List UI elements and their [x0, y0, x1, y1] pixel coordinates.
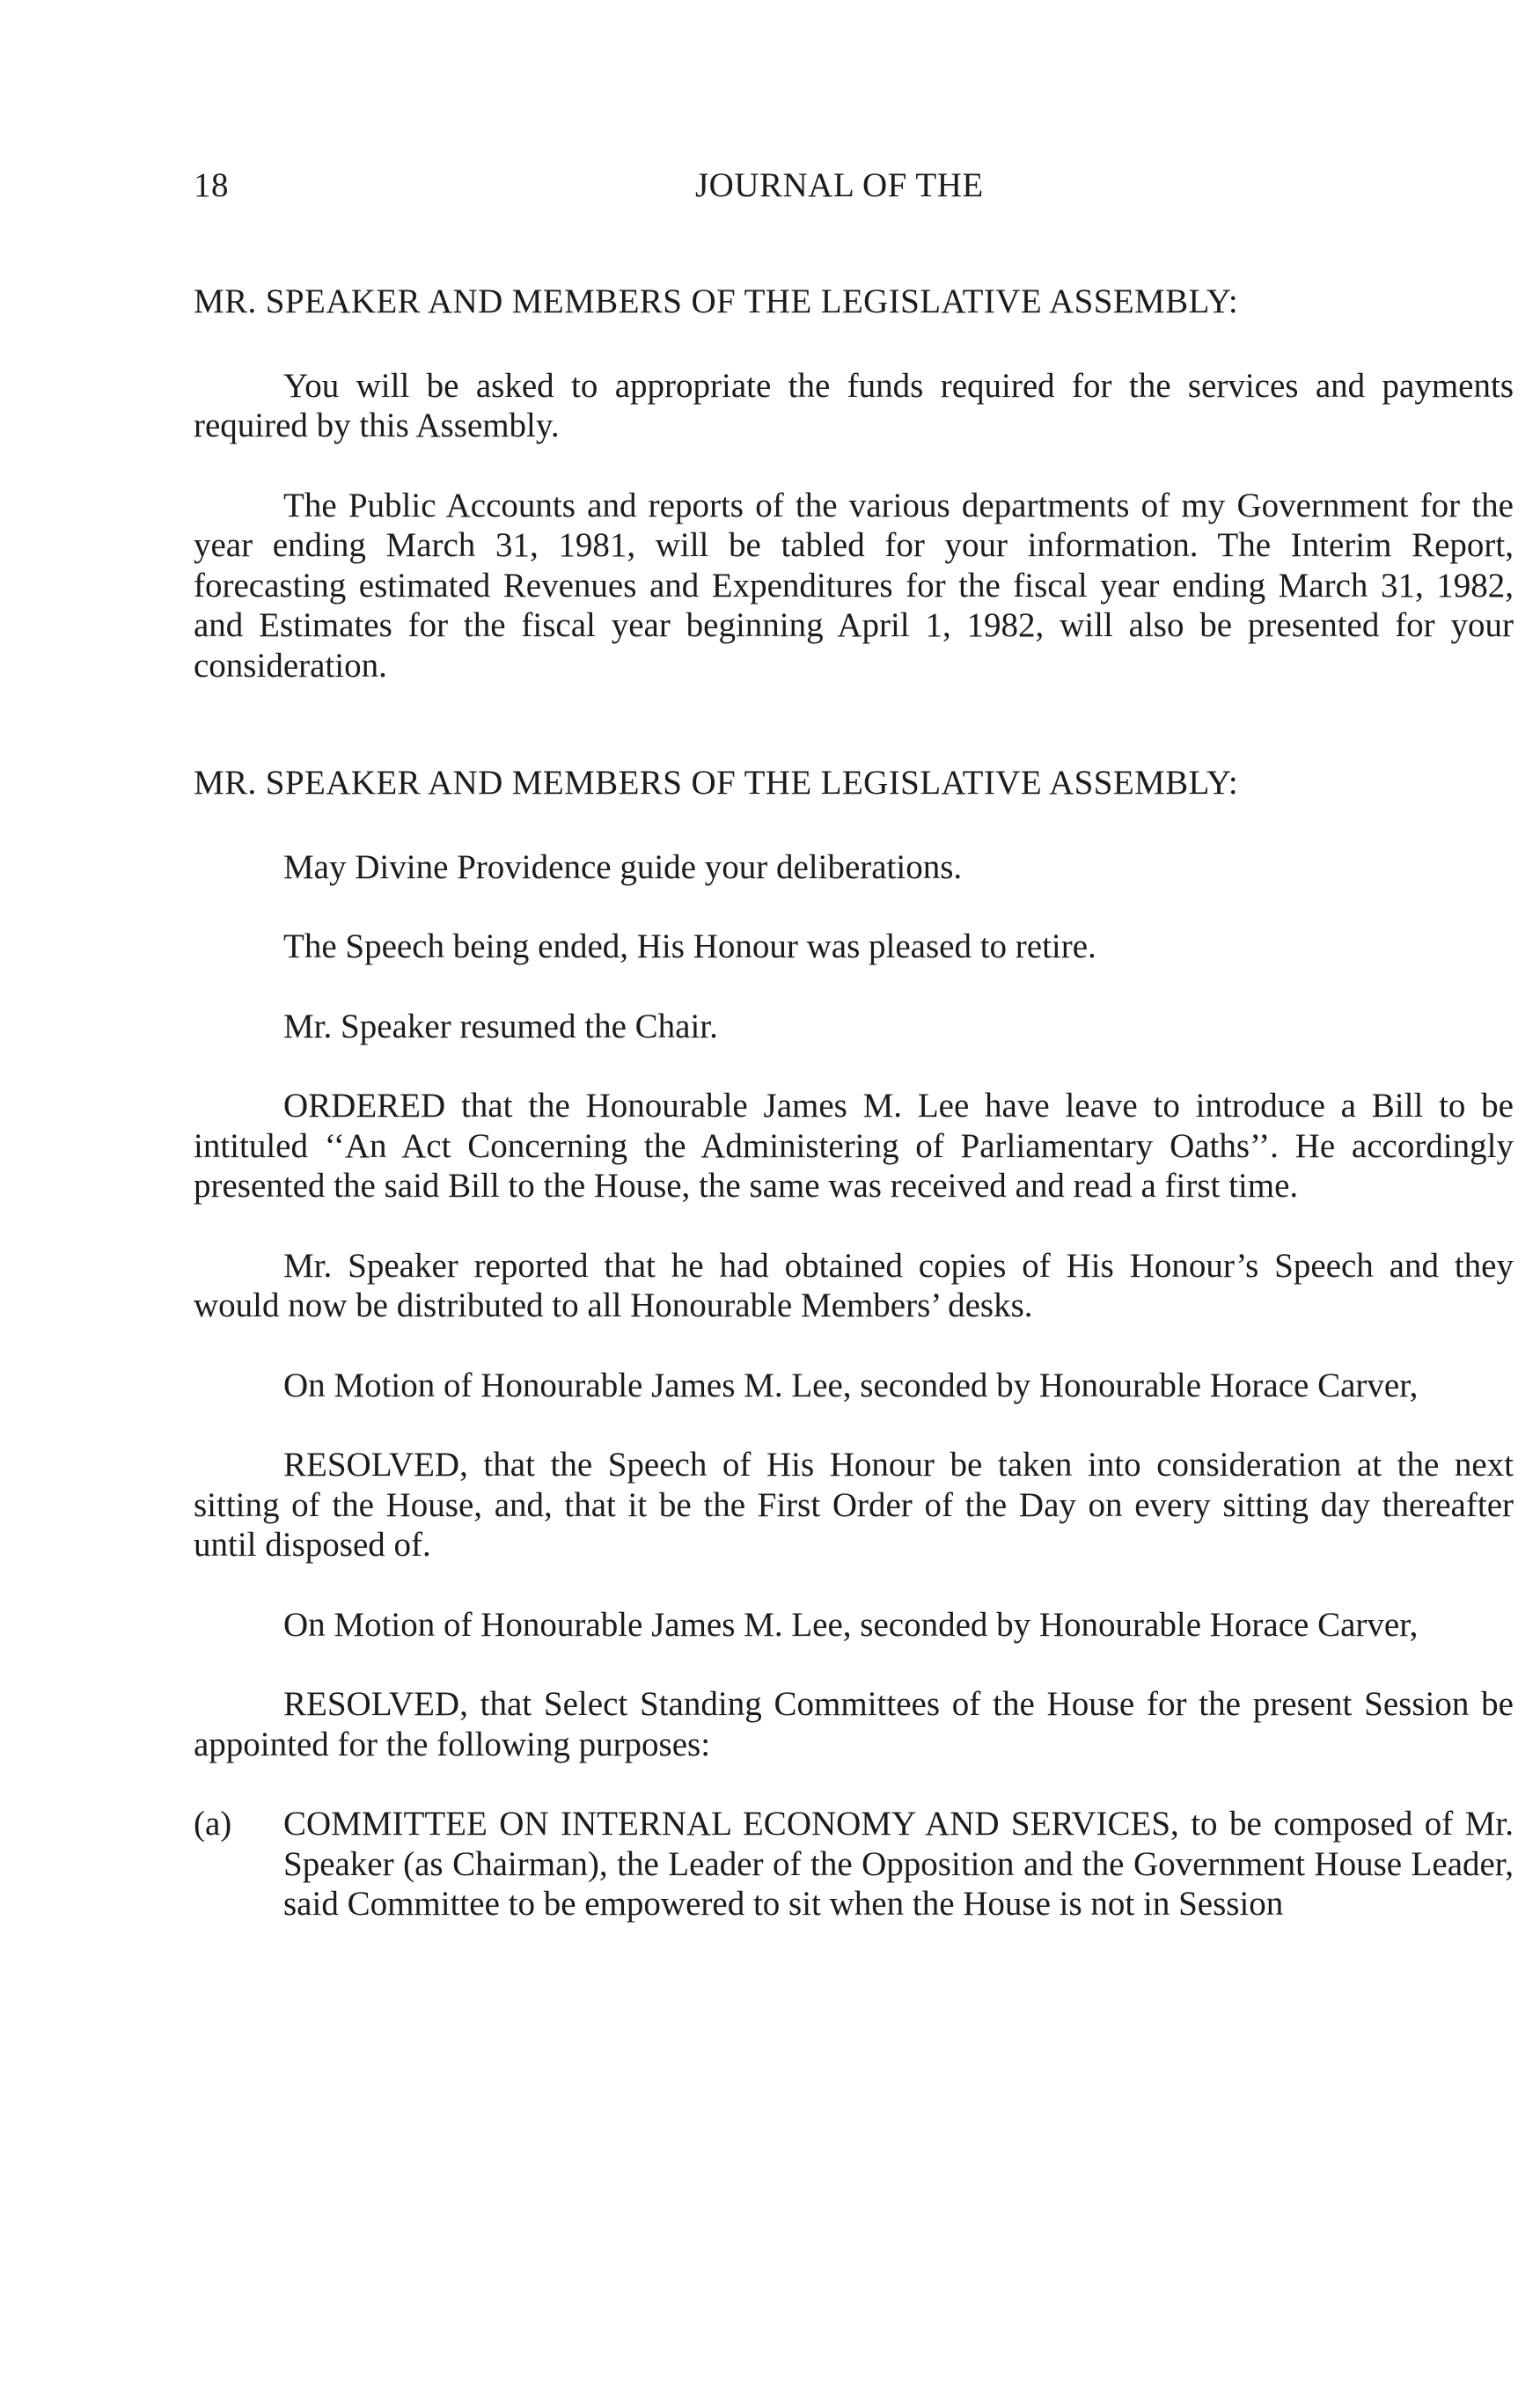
paragraph-speech-ended: The Speech being ended, His Honour was pleased to retire.	[283, 927, 1096, 965]
page-number: 18	[194, 166, 229, 204]
page-body	[194, 282, 1514, 1924]
running-head: JOURNAL OF THE	[695, 166, 984, 204]
paragraph-motion: On Motion of Honourable James M. Lee, seconded by Honourable Horace Carver,	[283, 1605, 1419, 1644]
section-heading: MR. SPEAKER AND MEMBERS OF THE LEGISLATIVE ASSEMBLY:	[194, 764, 1239, 802]
paragraph-appropriate-funds: You will be asked to appropriate the funds required for the services and payments required by this Assembly.	[194, 366, 1514, 444]
paragraph-resolved-committees: RESOLVED, that Select Standing Committees of the House for the present Session be appointed for the following purposes:	[194, 1685, 1514, 1763]
list-item-label: (a)	[194, 1805, 232, 1843]
paragraph-resolved-speech: RESOLVED, that the Speech of His Honour be taken into consideration at the next sitting of the House, and, that it be the First Order of the Day on every sitting day thereafter until disposed of.	[194, 1446, 1514, 1564]
list-item-text: COMMITTEE ON INTERNAL ECONOMY AND SERVICES, to be composed of Mr. Speaker (as Chairman), the Leader of the Opposition and the Government House Leader, said Committee to be empowered to sit when the House is not in Session	[283, 1805, 1514, 1923]
paragraph-copies-of-speech: Mr. Speaker reported that he had obtained copies of His Honour’s Speech and they would now be distributed to all Honourable Members’ desks.	[194, 1246, 1514, 1324]
paragraph-ordered-bill: ORDERED that the Honourable James M. Lee have leave to introduce a Bill to be intituled ‘‘An Act Concerning the Administering of Parliamentary Oaths’’. He accordingly presented the said Bill to the House, the same was received and read a first time.	[194, 1087, 1514, 1205]
paragraph-public-accounts: The Public Accounts and reports of the various departments of my Government for the year ending March 31, 1981, will be tabled for your information. The Interim Report, forecasting estimated Revenues and Expenditures for the fiscal year ending March 31, 1982, and Estimates for the fiscal year beginning April 1, 1982, will also be presented for your consideration.	[194, 486, 1514, 685]
list-item-committee-a	[194, 1804, 1514, 1924]
paragraph-motion: On Motion of Honourable James M. Lee, seconded by Honourable Horace Carver,	[283, 1366, 1419, 1404]
page-header	[194, 165, 1514, 208]
section-heading: MR. SPEAKER AND MEMBERS OF THE LEGISLATIVE ASSEMBLY:	[194, 282, 1239, 320]
paragraph-divine-providence: May Divine Providence guide your deliberations.	[283, 847, 963, 886]
paragraph-speaker-resumed: Mr. Speaker resumed the Chair.	[283, 1007, 718, 1045]
